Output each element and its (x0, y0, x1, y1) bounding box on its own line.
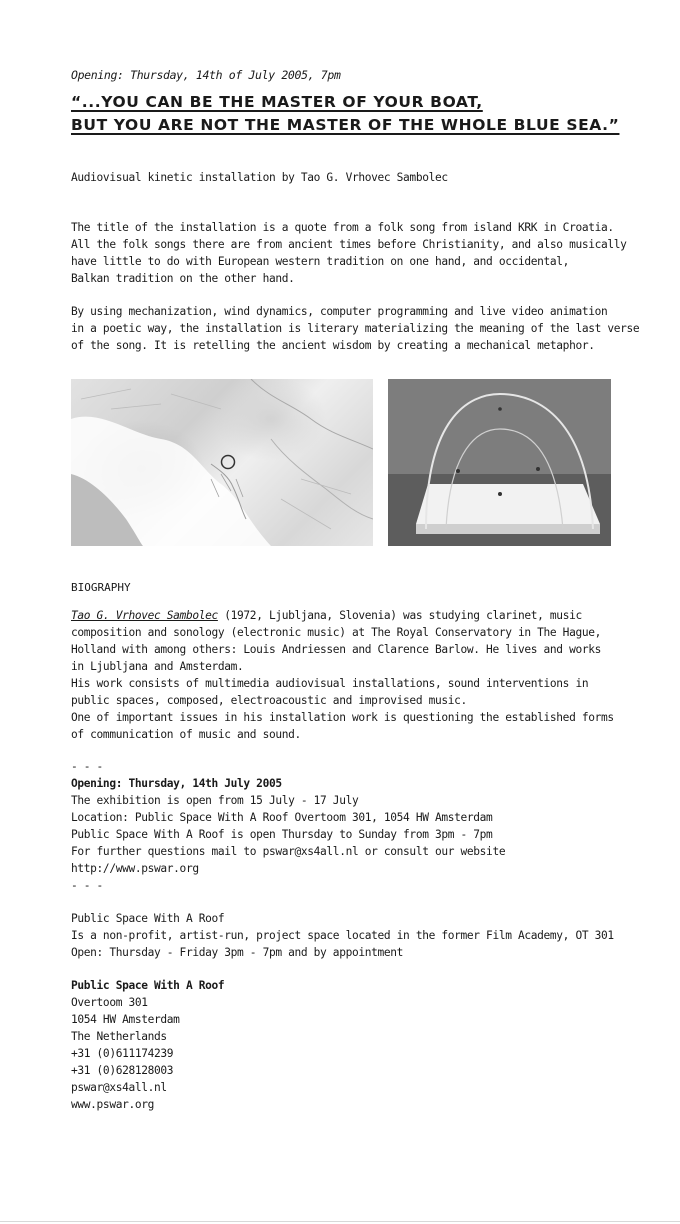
address-street: Overtoom 301 (71, 996, 148, 1009)
title-line-2: BUT YOU ARE NOT THE MASTER OF THE WHOLE BLUE SEA.” (71, 116, 620, 134)
event-website-link[interactable]: http://www.pswar.org (71, 862, 199, 875)
about-open: Open: Thursday - Friday 3pm - 7pm and by appointment (71, 946, 404, 959)
separator: - - - (71, 760, 103, 773)
text-line: All the folk songs there are from ancient times before Christianity, and also musically (71, 238, 627, 251)
event-opening: Opening: Thursday, 14th July 2005 (71, 777, 282, 790)
about-description: Is a non-profit, artist-run, project space located in the former Film Academy, OT 301 (71, 929, 614, 942)
about-space (71, 910, 631, 961)
map-drawing (71, 379, 373, 546)
text-line: public spaces, composed, electroacoustic and improvised music. (71, 694, 467, 707)
text-line: One of important issues in his installation work is questioning the established forms (71, 711, 614, 724)
installation-photo (388, 379, 611, 546)
text-line: His work consists of multimedia audiovisual installations, sound interventions in (71, 677, 589, 690)
separator: - - - (71, 879, 103, 892)
intro-paragraph-1 (71, 219, 631, 287)
bottom-divider (0, 1221, 680, 1222)
about-name: Public Space With A Roof (71, 912, 225, 925)
biography-heading: BIOGRAPHY (71, 581, 131, 594)
text-line: have little to do with European western tradition on one hand, and occidental, (71, 255, 570, 268)
event-details (71, 758, 631, 894)
text-line: Holland with among others: Louis Andriessen and Clarence Barlow. He lives and works (71, 643, 601, 656)
text-line: By using mechanization, wind dynamics, computer programming and live video animation (71, 305, 608, 318)
address-country: The Netherlands (71, 1030, 167, 1043)
text-line: Balkan tradition on the other hand. (71, 272, 295, 285)
opening-line: Opening: Thursday, 14th of July 2005, 7pm (71, 68, 341, 82)
address-phone-1: +31 (0)611174239 (71, 1047, 174, 1060)
address-web-link[interactable]: www.pswar.org (71, 1098, 155, 1111)
text-line: of the song. It is retelling the ancient wisdom by creating a mechanical metaphor. (71, 339, 595, 352)
text-line: The title of the installation is a quote from a folk song from island KRK in Croatia. (71, 221, 614, 234)
intro-paragraph-2 (71, 303, 640, 354)
title-line-1: “...YOU CAN BE THE MASTER OF YOUR BOAT, (71, 93, 483, 111)
address-block (71, 977, 631, 1113)
text-line: composition and sonology (electronic music) at The Royal Conservatory in The Hague, (71, 626, 601, 639)
text-line: in Ljubljana and Amsterdam. (71, 660, 244, 673)
address-email-link[interactable]: pswar@xs4all.nl (71, 1081, 167, 1094)
text-line: of communication of music and sound. (71, 728, 301, 741)
text-line-rest: (1972, Ljubljana, Slovenia) was studying clarinet, music (217, 609, 582, 622)
installation-drawing (388, 379, 611, 546)
artist-name-link[interactable]: Tao G. Vrhovec Sambolec (71, 609, 218, 622)
address-postal: 1054 HW Amsterdam (71, 1013, 180, 1026)
event-hours: Public Space With A Roof is open Thursday to Sunday from 3pm - 7pm (71, 828, 493, 841)
biography-paragraph (71, 607, 631, 743)
subtitle: Audiovisual kinetic installation by Tao G. Vrhovec Sambolec (71, 171, 448, 184)
address-name: Public Space With A Roof (71, 979, 225, 992)
event-dates: The exhibition is open from 15 July - 17 July (71, 794, 359, 807)
text-line (71, 607, 631, 624)
address-phone-2: +31 (0)628128003 (71, 1064, 174, 1077)
text-line: in a poetic way, the installation is literary materializing the meaning of the last verse (71, 322, 640, 335)
event-contact: For further questions mail to pswar@xs4all.nl or consult our website (71, 845, 506, 858)
map-image (71, 379, 373, 546)
event-location: Location: Public Space With A Roof Overtoom 301, 1054 HW Amsterdam (71, 811, 493, 824)
